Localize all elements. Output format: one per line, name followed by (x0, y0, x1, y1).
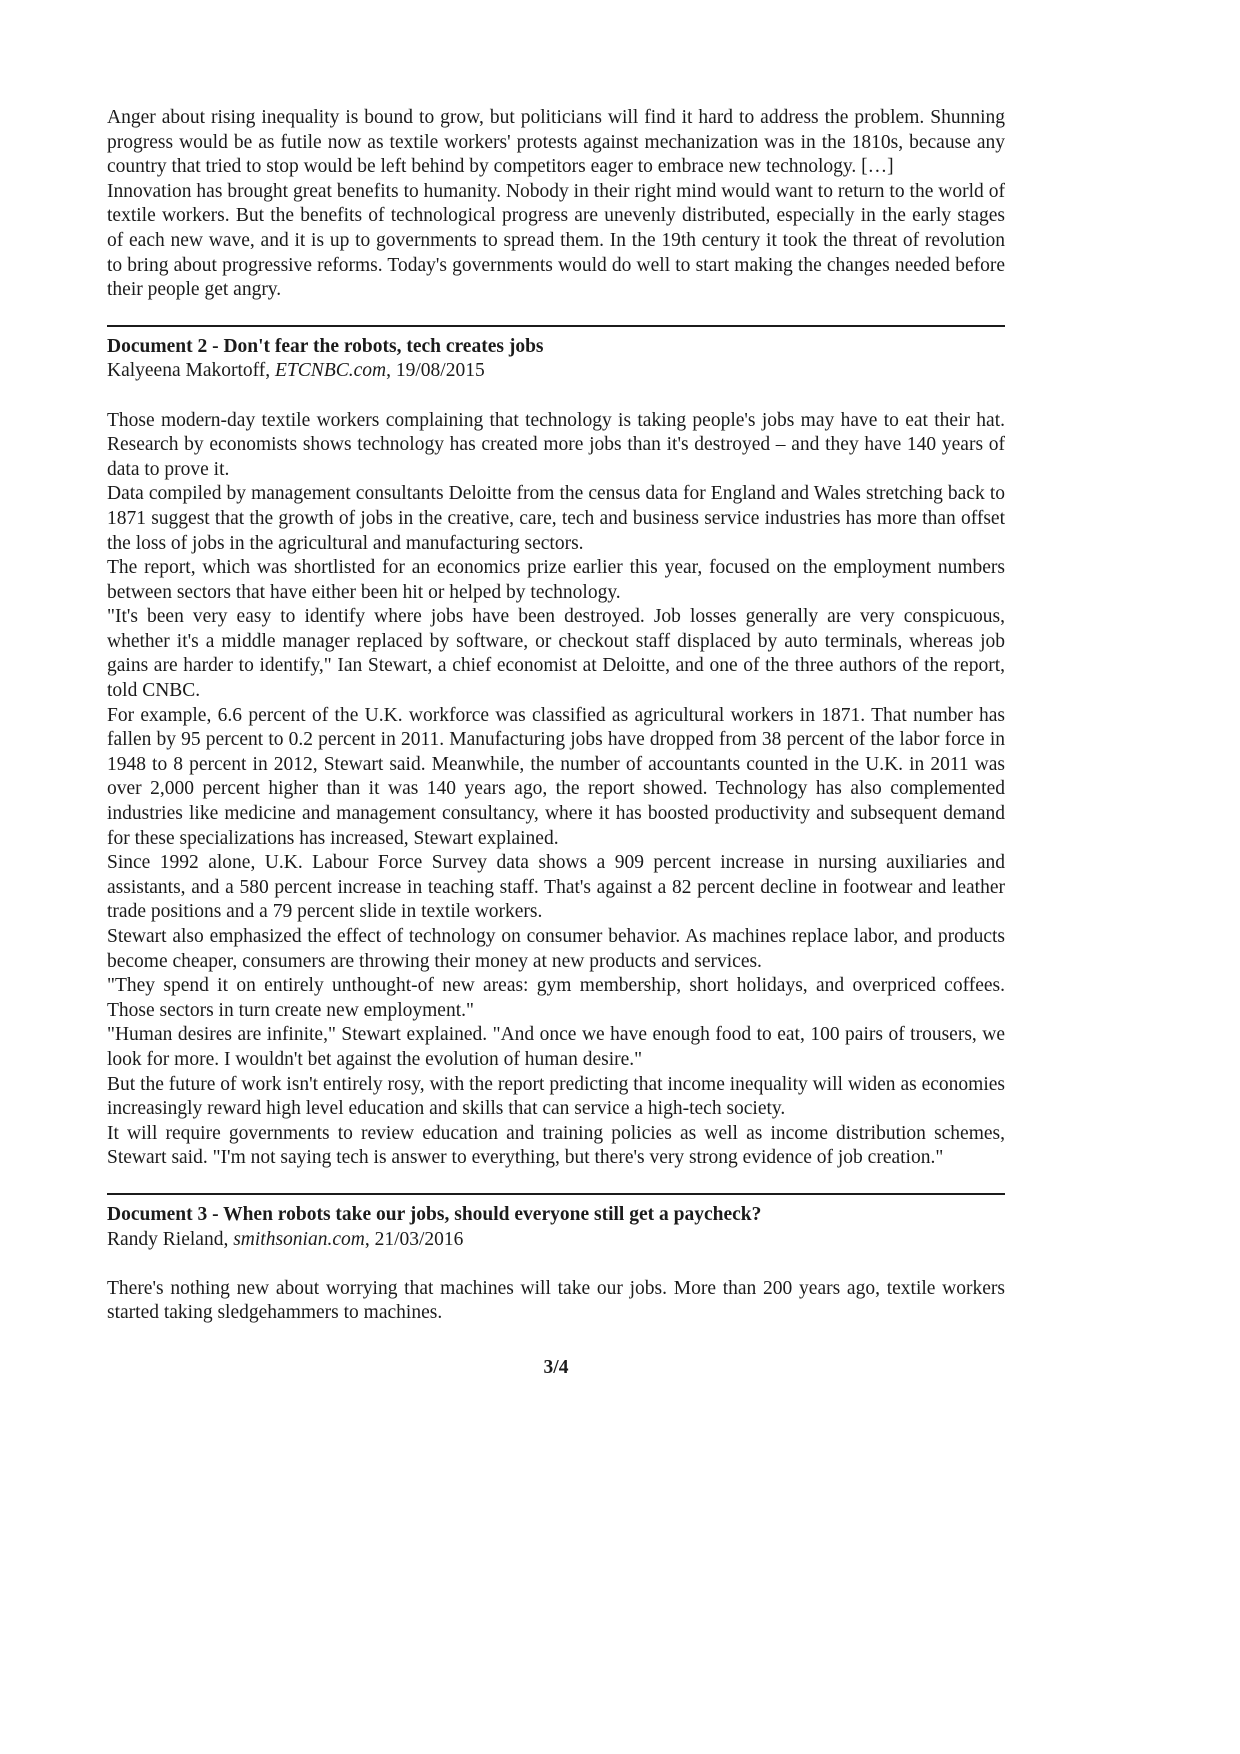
paragraph: Those modern-day textile workers complaining that technology is taking people's jobs may have to eat their hat. Research by economists shows technology has created more jobs than it's destroyed – and they have 140 years of data to prove it. (107, 409, 1005, 480)
paragraph: "They spend it on entirely unthought-of new areas: gym membership, short holidays, and overpriced coffees. Those sectors in turn create new employment." (107, 975, 1005, 1021)
paragraph: Innovation has brought great benefits to humanity. Nobody in their right mind would want to return to the world of textile workers. But the benefits of technological progress are unevenly distributed, especially in the early stages of each new wave, and it is up to governments to spread them. In the 19th century it took the threat of revolution to bring about progressive reforms. Today's governments would do well to start making the changes needed before their people get angry. (107, 180, 1005, 301)
paragraph: It will require governments to review education and training policies as well as income distribution schemes, Stewart said. "I'm not saying tech is answer to everything, but there's very strong evidence of job creation." (107, 1122, 1005, 1169)
byline-date: , 19/08/2015 (386, 360, 485, 382)
byline-author: Randy Rieland, (107, 1228, 234, 1250)
document-3-byline (107, 1228, 1005, 1253)
document-3-title: Document 3 - When robots take our jobs, should everyone still get a paycheck? (107, 1203, 762, 1225)
section-divider (107, 325, 1005, 327)
document-2-title: Document 2 - Don't fear the robots, tech creates jobs (107, 335, 544, 357)
blank-line (107, 1252, 1005, 1277)
document-2-byline (107, 359, 1005, 384)
paragraph: Stewart also emphasized the effect of technology on consumer behavior. As machines replace labor, and products become cheaper, consumers are throwing their money at new products and services. (107, 926, 1005, 972)
byline-author: Kalyeena Makortoff, (107, 360, 276, 382)
paragraph: For example, 6.6 percent of the U.K. workforce was classified as agricultural workers in 1871. That number has fallen by 95 percent to 0.2 percent in 2011. Manufacturing jobs have dropped from 38 percent of the labor force in 1948 to 8 percent in 2012, Stewart said. Meanwhile, the number of accountants counted in the U.K. in 2011 was over 2,000 percent higher than it was 140 years ago, the report showed. Technology has also complemented industries like medicine and management consultancy, where it has boosted productivity and subsequent demand for these specializations has increased, Stewart explained. (107, 704, 1005, 849)
paragraph: "It's been very easy to identify where jobs have been destroyed. Job losses generally are very conspicuous, whether it's a middle manager replaced by software, or checkout staff displaced by auto terminals, whereas job gains are harder to identify," Ian Stewart, a chief economist at Deloitte, and one of the three authors of the report, told CNBC. (107, 606, 1005, 702)
byline-source: smithsonian.com (233, 1228, 365, 1250)
paragraph: Anger about rising inequality is bound to grow, but politicians will find it hard to address the problem. Shunning progress would be as futile now as textile workers' protests against mechanization was in the 1810s, because any country that tried to stop would be left behind by competitors eager to embrace new technology. […] (107, 107, 1005, 178)
paragraph: There's nothing new about worrying that machines will take our jobs. More than 200 years ago, textile workers started taking sledgehammers to machines. (107, 1277, 1005, 1324)
blank-line (107, 384, 1005, 409)
paragraph: "Human desires are infinite," Stewart explained. "And once we have enough food to eat, 100 pairs of trousers, we look for more. I wouldn't bet against the evolution of human desire." (107, 1024, 1005, 1070)
byline-date: , 21/03/2016 (364, 1228, 464, 1250)
paragraph: But the future of work isn't entirely rosy, with the report predicting that income inequality will widen as economies increasingly reward high level education and skills that can service a high-tech society. (107, 1073, 1005, 1120)
paragraph: Since 1992 alone, U.K. Labour Force Survey data shows a 909 percent increase in nursing auxiliaries and assistants, and a 580 percent increase in teaching staff. That's against a 82 percent decline in footwear and leather trade positions and a 79 percent slide in textile workers. (107, 852, 1005, 923)
byline-source: ETCNBC.com (275, 360, 387, 382)
paragraph: Data compiled by management consultants Deloitte from the census data for England and Wales stretching back to 1871 suggest that the growth of jobs in the creative, care, tech and business service industries has more than offset the loss of jobs in the agricultural and manufacturing sectors. (107, 483, 1005, 554)
page-number: 3/4 (543, 1356, 569, 1378)
paragraph: The report, which was shortlisted for an economics prize earlier this year, focused on the employment numbers between sectors that have either been hit or helped by technology. (107, 557, 1005, 603)
section-divider (107, 1193, 1005, 1195)
